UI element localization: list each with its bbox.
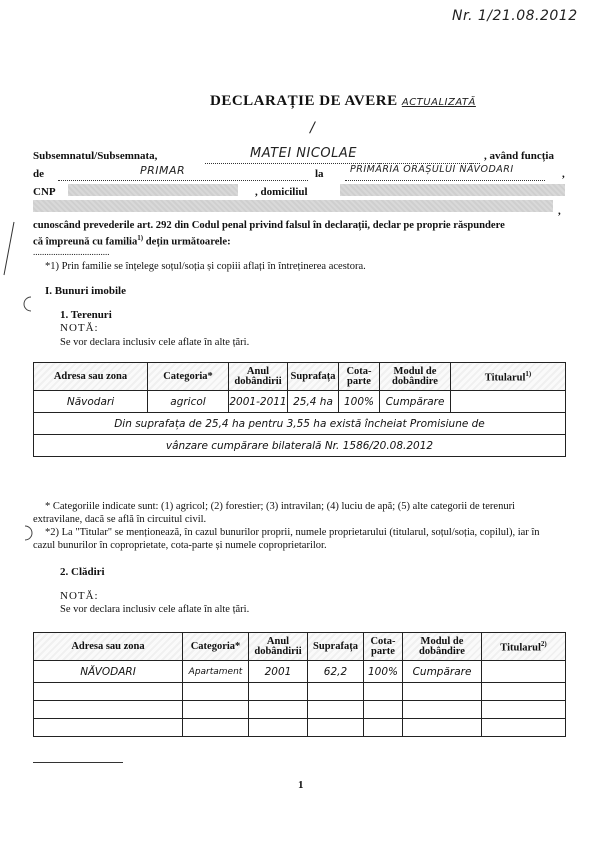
- cell-cota: 100%: [364, 661, 403, 683]
- cell-modul: Cumpărare: [380, 391, 451, 413]
- nota-text-2: Se vor declara inclusiv cele aflate în alte țări.: [60, 604, 250, 615]
- comma-2: ,: [558, 205, 561, 217]
- registration-number: Nr. 1/21.08.2012: [452, 8, 578, 24]
- footnote-family: *1) Prin familie se înțelege soțul/soția și copiii aflați în întreținerea acestora.: [45, 261, 366, 272]
- punch-hole-icon: [20, 524, 38, 542]
- col-titular: [451, 363, 566, 391]
- declaration-sup: 1): [137, 234, 144, 242]
- institutia-value: PRIMĂRIA ORAȘULUI NĂVODARI: [350, 164, 514, 175]
- col-titular-label: Titularul: [484, 372, 526, 384]
- cell-adresa: NĂVODARI: [34, 661, 183, 683]
- cell-cota: 100%: [339, 391, 380, 413]
- footnote-separator: [33, 762, 123, 763]
- page-title: [210, 93, 476, 110]
- col-modul: Modul de dobândire: [380, 363, 451, 391]
- name-value: MATEI NICOLAE: [250, 146, 358, 161]
- table-row: [34, 391, 566, 413]
- col-suprafata: Suprafața: [308, 633, 364, 661]
- punch-hole-icon: [22, 295, 40, 313]
- nota-label-1: NOTĂ:: [60, 322, 99, 334]
- functia-line: [58, 180, 308, 181]
- title-text: DECLARAȚIE DE AVERE: [210, 93, 398, 109]
- cell-categoria: agricol: [148, 391, 229, 413]
- domiciliul-redacted: [340, 184, 565, 196]
- col-cota: Cota-parte: [364, 633, 403, 661]
- cell-note-1: Din suprafața de 25,4 ha pentru 3,55 ha există încheiat Promisiune de: [34, 413, 566, 435]
- declaration-line-1: cunoscând prevederile art. 292 din Codul penal privind falsul în declarații, declar pe proprie răspundere: [33, 220, 505, 231]
- col-cota: Cota-parte: [339, 363, 380, 391]
- table-row: [34, 435, 566, 457]
- cell-modul: Cumpărare: [403, 661, 482, 683]
- cnp-redacted: [68, 184, 238, 196]
- dots-line: ..................................: [33, 247, 110, 257]
- declaration-line-2-post: dețin următoarele:: [143, 236, 231, 248]
- cell-suprafata: 25,4 ha: [288, 391, 339, 413]
- cell-note-2: vânzare cumpărare bilaterală Nr. 1586/20.08.2012: [34, 435, 566, 457]
- col-modul: Modul de dobândire: [403, 633, 482, 661]
- cell-categoria: Apartament: [183, 661, 249, 683]
- functia-label: , având funcția: [484, 150, 554, 162]
- cell-titular: [482, 661, 566, 683]
- comma-1: ,: [562, 168, 565, 180]
- table-row: [34, 661, 566, 683]
- margin-pen-mark: [0, 220, 20, 280]
- cell-adresa: Năvodari: [34, 391, 148, 413]
- cell-anul: 2001: [249, 661, 308, 683]
- cladiri-heading: 2. Clădiri: [60, 566, 105, 578]
- footnote-categorii: * Categoriile indicate sunt: (1) agricol; (2) forestier; (3) intravilan; (4) luciu de apă; (5) alte categorii de terenuri extravilane, dacă se află în circuitul civil.: [33, 501, 515, 525]
- col-suprafata: Suprafața: [288, 363, 339, 391]
- table-row: [34, 701, 566, 719]
- table-row: [34, 719, 566, 737]
- table-row: [34, 683, 566, 701]
- col-titular-sup: 2): [540, 640, 547, 649]
- la-label: la: [315, 168, 324, 180]
- cladiri-table: [33, 632, 566, 737]
- address-redacted: [33, 200, 553, 212]
- col-anul: Anul dobândirii: [229, 363, 288, 391]
- subsemnatul-label: Subsemnatul/Subsemnata,: [33, 150, 158, 162]
- declaration-line-2: [33, 234, 231, 248]
- institutia-line: [345, 180, 545, 181]
- terenuri-heading: 1. Terenuri: [60, 309, 112, 321]
- title-handwritten: ACTUALIZATĂ: [401, 97, 476, 108]
- cell-suprafata: 62,2: [308, 661, 364, 683]
- de-label: de: [33, 168, 44, 180]
- col-categoria: Categoria*: [148, 363, 229, 391]
- col-adresa: Adresa sau zona: [34, 633, 183, 661]
- table-row: [34, 413, 566, 435]
- col-categoria: Categoria*: [183, 633, 249, 661]
- terenuri-table: [33, 362, 566, 457]
- cnp-label: CNP: [33, 186, 56, 198]
- title-mark: /: [310, 120, 316, 136]
- col-anul: Anul dobândirii: [249, 633, 308, 661]
- page-number: 1: [298, 779, 304, 791]
- col-titular-sup: 1): [525, 370, 532, 379]
- domiciliul-label: , domiciliul: [255, 186, 308, 198]
- nota-label-2: NOTĂ:: [60, 590, 99, 602]
- col-titular-label: Titularul: [500, 642, 541, 654]
- cell-anul: 2001-2011: [229, 391, 288, 413]
- declaration-line-2-pre: că împreună cu familia: [33, 236, 138, 248]
- col-titular: [482, 633, 566, 661]
- cell-titular: [451, 391, 566, 413]
- nota-text-1: Se vor declara inclusiv cele aflate în alte țări.: [60, 337, 250, 348]
- col-adresa: Adresa sau zona: [34, 363, 148, 391]
- footnote-titular: *2) La "Titular" se menționează, în cazul bunurilor proprii, numele proprietarului (titularul, soțul/soția, copilul), iar în cazul bunurilor în coproprietate, cota-parte și numele coproprietarilor.: [33, 527, 540, 551]
- functia-value: PRIMAR: [140, 164, 186, 177]
- section-1-heading: I. Bunuri imobile: [45, 285, 126, 297]
